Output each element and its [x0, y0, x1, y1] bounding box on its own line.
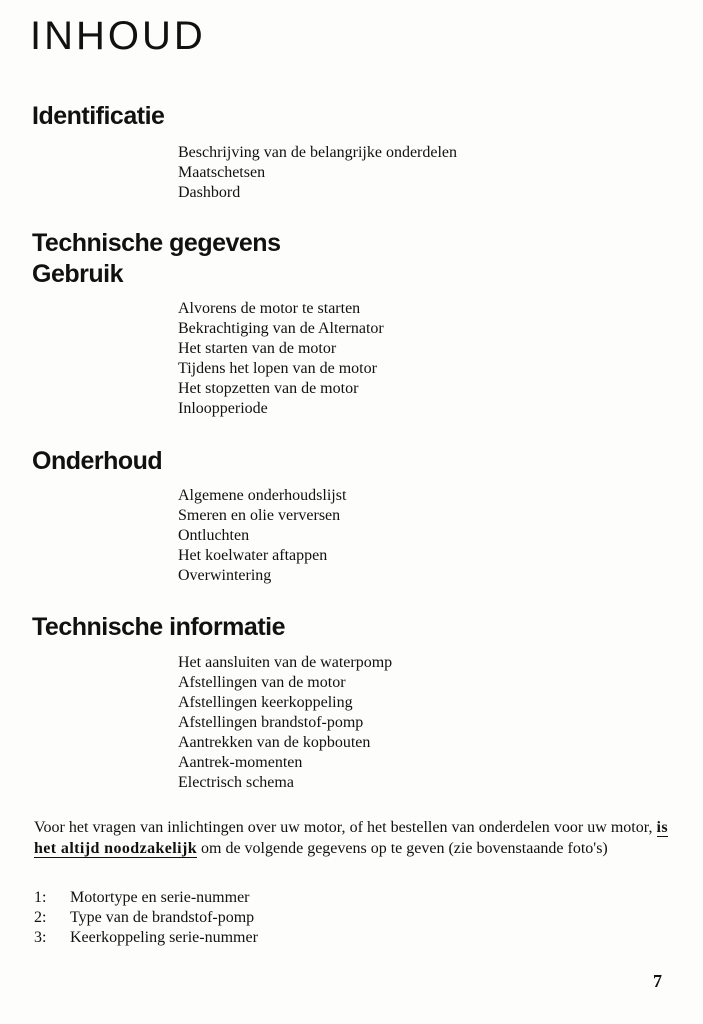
- list-item: Afstellingen keerkoppeling: [178, 694, 353, 711]
- list-item: Ontluchten: [178, 527, 250, 544]
- item-number: 3:: [34, 929, 47, 946]
- list-item: Overwintering: [178, 567, 272, 584]
- list-item: Het aansluiten van de waterpomp: [178, 654, 393, 671]
- section-heading-identificatie: Identificatie: [32, 102, 165, 130]
- note-text: om de volgende gegevens op te geven (zie bovenstaande foto's): [197, 839, 608, 857]
- list-item: Electrisch schema: [178, 774, 294, 791]
- item-text: Keerkoppeling serie-nummer: [70, 929, 258, 946]
- list-item: Alvorens de motor te starten: [178, 300, 361, 317]
- gebruik-list: [178, 299, 384, 419]
- list-item: Afstellingen brandstof-pomp: [178, 714, 364, 731]
- section-heading-onderhoud: Onderhoud: [32, 447, 163, 475]
- list-item: Aantrek-momenten: [178, 754, 303, 771]
- numbered-list: [34, 888, 258, 948]
- item-number: 2:: [34, 909, 47, 926]
- list-item: Het starten van de motor: [178, 340, 337, 357]
- list-item: Aantrekken van de kopbouten: [178, 734, 371, 751]
- section-heading-gebruik: Gebruik: [32, 260, 123, 288]
- list-item: Smeren en olie verversen: [178, 507, 341, 524]
- page-title: INHOUD: [30, 14, 206, 58]
- item-number: 1:: [34, 889, 47, 906]
- list-item: Algemene onderhoudslijst: [178, 487, 347, 504]
- list-item: Tijdens het lopen van de motor: [178, 360, 377, 377]
- list-item: Inloopperiode: [178, 400, 268, 417]
- onderhoud-list: [178, 486, 346, 586]
- section-heading-technische-gegevens: Technische gegevens: [32, 229, 281, 257]
- list-item: Dashbord: [178, 184, 241, 201]
- page-number: 7: [653, 971, 662, 991]
- list-item: Maatschetsen: [178, 164, 266, 181]
- item-text: Type van de brandstof-pomp: [70, 909, 255, 926]
- list-item: Bekrachtiging van de Alternator: [178, 320, 384, 337]
- list-item: Afstellingen van de motor: [178, 674, 346, 691]
- list-item: Beschrijving van de belangrijke onderdelen: [178, 144, 458, 161]
- numbered-item: [34, 908, 258, 928]
- numbered-item: [34, 928, 258, 948]
- note-emphasis: is het altijd noodzakelijk: [34, 819, 668, 857]
- instruction-paragraph: [34, 818, 668, 859]
- technische-informatie-list: [178, 653, 392, 793]
- item-text: Motortype en serie-nummer: [70, 889, 250, 906]
- note-text: Voor het vragen van inlichtingen over uw motor, of het bestellen van onderdelen voor uw motor,: [34, 819, 657, 836]
- numbered-item: [34, 888, 258, 908]
- section-heading-technische-informatie: Technische informatie: [32, 613, 285, 641]
- identificatie-list: [178, 143, 457, 203]
- list-item: Het koelwater aftappen: [178, 547, 328, 564]
- list-item: Het stopzetten van de motor: [178, 380, 359, 397]
